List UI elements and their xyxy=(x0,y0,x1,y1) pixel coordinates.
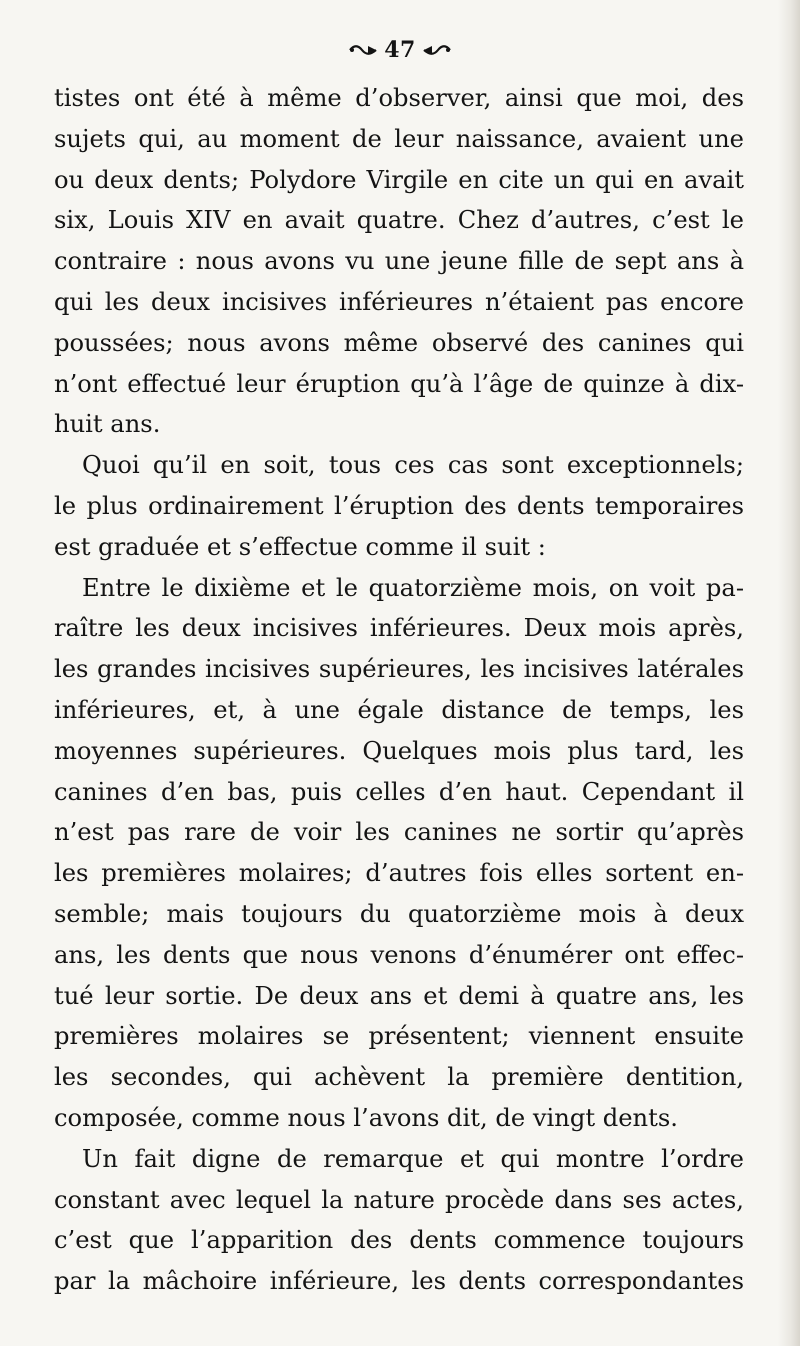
text-line: ou deux dents; Polydore Virgile en cite un qui en avait xyxy=(54,165,744,194)
text-line: qui les deux incisives inférieures n’étaient pas encore xyxy=(54,287,744,316)
text-line: Un fait digne de remarque et qui montre l’ordre xyxy=(82,1144,744,1173)
paragraph xyxy=(54,445,744,567)
text-line: six, Louis XIV en avait quatre. Chez d’autres, c’est le xyxy=(54,206,744,235)
text-line: Quoi qu’il en soit, tous ces cas sont exceptionnels; xyxy=(82,451,744,480)
text-line: canines d’en bas, puis celles d’en haut. Cependant il xyxy=(54,777,744,806)
text-line: constant avec lequel la nature procède dans ses actes, xyxy=(54,1185,744,1214)
text-line: moyennes supérieures. Quelques mois plus tard, les xyxy=(54,736,744,765)
paragraph xyxy=(54,568,744,1139)
text-line: contraire : nous avons vu une jeune fille de sept ans à xyxy=(54,247,744,276)
text-line: tué leur sortie. De deux ans et demi à quatre ans, les xyxy=(54,981,744,1010)
text-line: les premières molaires; d’autres fois elles sortent en- xyxy=(54,859,744,888)
paragraph xyxy=(54,1139,744,1302)
text-line: n’est pas rare de voir les canines ne sortir qu’après xyxy=(54,818,744,847)
page-header xyxy=(0,32,800,68)
text-line: Entre le dixième et le quatorzième mois, on voit pa- xyxy=(82,573,744,602)
text-line: sujets qui, au moment de leur naissance, avaient une xyxy=(54,124,744,153)
text-line: ans, les dents que nous venons d’énumérer ont effec- xyxy=(54,940,744,969)
text-line: poussées; nous avons même observé des canines qui xyxy=(54,328,744,357)
text-line: est graduée et s’effectue comme il suit : xyxy=(54,532,546,561)
text-line: c’est que l’apparition des dents commence toujours xyxy=(54,1226,744,1255)
page-body xyxy=(54,78,744,1302)
text-line: huit ans. xyxy=(54,410,161,439)
left-ornament-icon xyxy=(348,43,378,57)
text-line: inférieures, et, à une égale distance de temps, les xyxy=(54,695,744,724)
text-line: par la mâchoire inférieure, les dents correspondantes xyxy=(54,1267,744,1296)
text-line: le plus ordinairement l’éruption des dents temporaires xyxy=(54,491,744,520)
text-line: tistes ont été à même d’observer, ainsi que moi, des xyxy=(54,84,744,112)
text-line: semble; mais toujours du quatorzième mois à deux xyxy=(54,899,744,928)
page-number: 47 xyxy=(384,37,416,63)
text-line: les secondes, qui achèvent la première dentition, xyxy=(54,1063,744,1092)
text-line: premières molaires se présentent; viennent ensuite xyxy=(54,1022,744,1051)
text-line: composée, comme nous l’avons dit, de vingt dents. xyxy=(54,1103,678,1132)
text-line: les grandes incisives supérieures, les incisives latérales xyxy=(54,655,744,684)
page-edge-shadow xyxy=(778,0,800,1346)
text-line: n’ont effectué leur éruption qu’à l’âge de quinze à dix- xyxy=(54,369,744,398)
text-line: raître les deux incisives inférieures. Deux mois après, xyxy=(54,614,744,643)
right-ornament-icon xyxy=(422,43,452,57)
paragraph xyxy=(54,78,744,445)
